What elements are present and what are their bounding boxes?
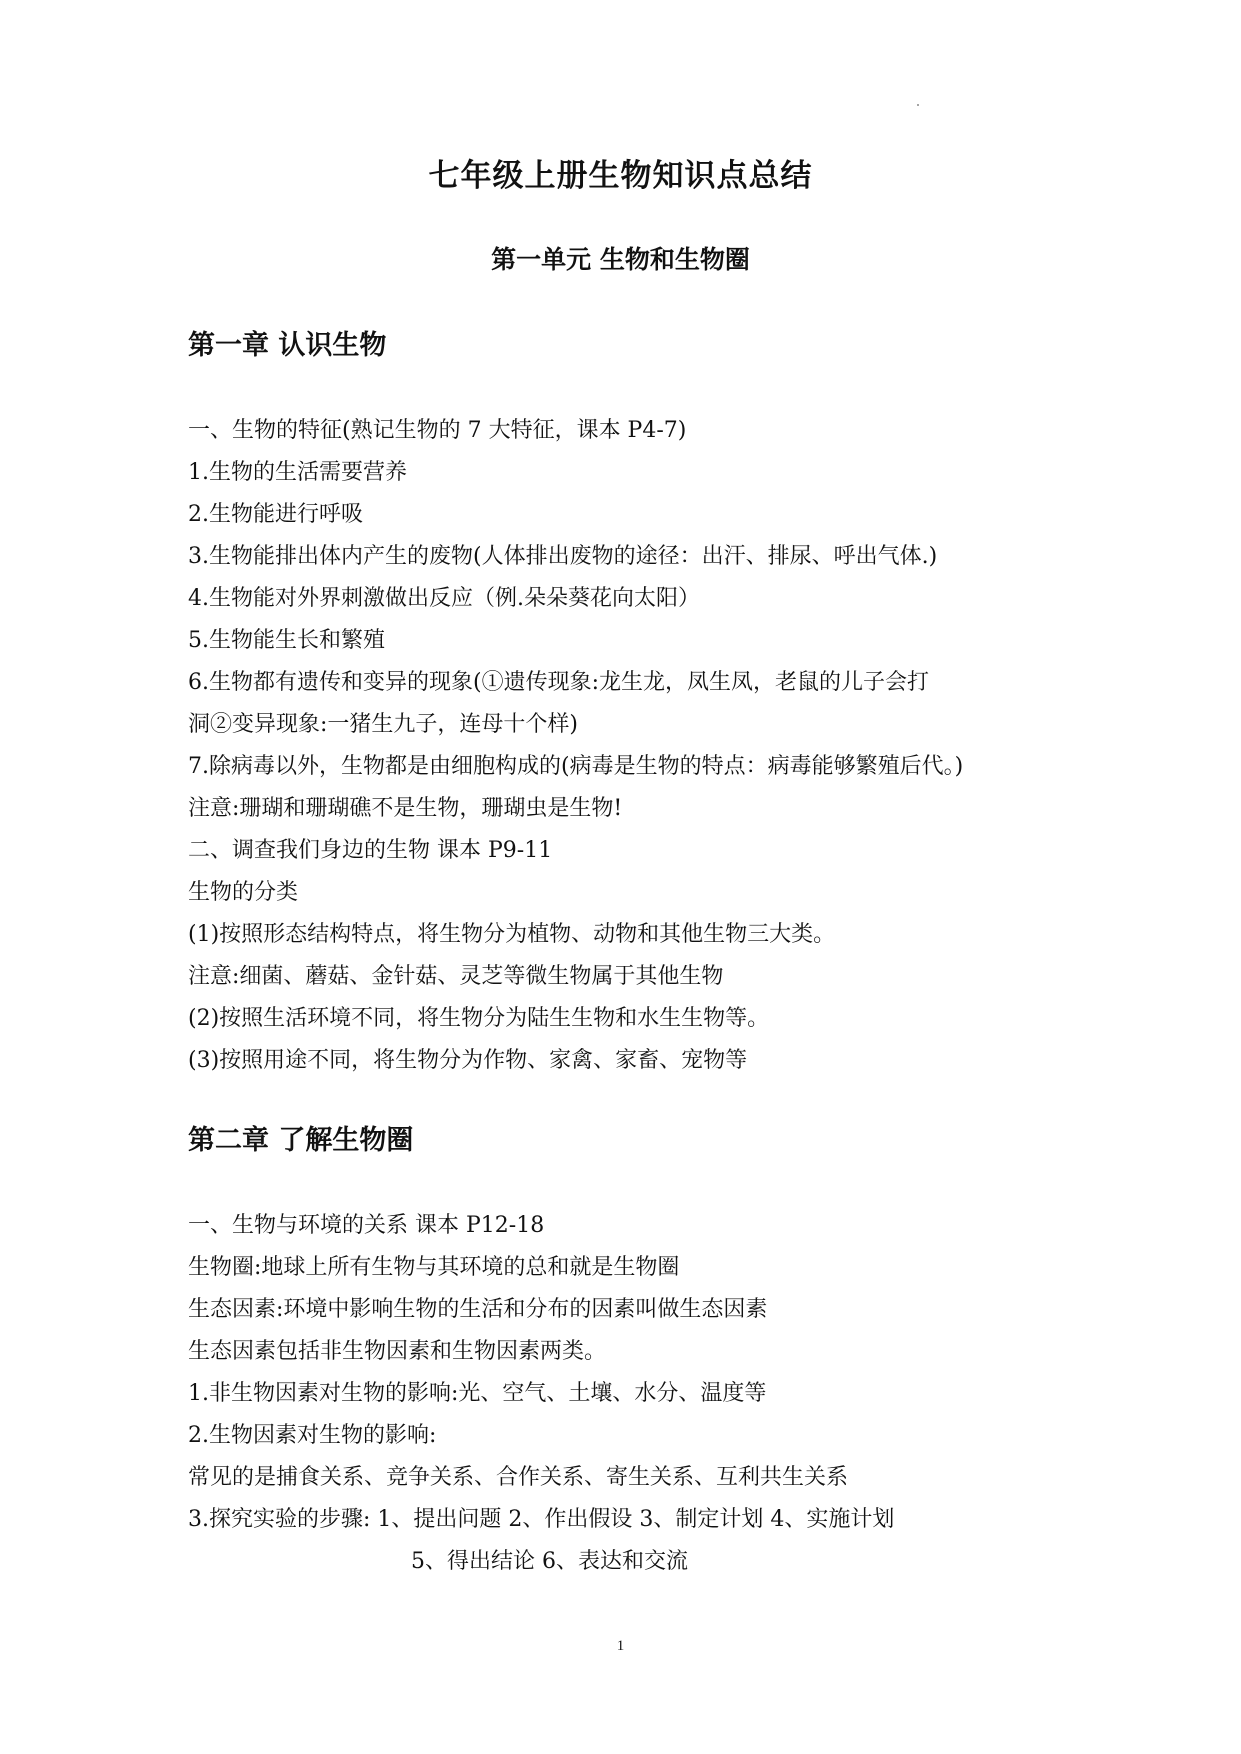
- text-line: (3)按照用途不同，将生物分为作物、家禽、家畜、宠物等: [188, 1048, 748, 1073]
- text-line: 2.生物因素对生物的影响:: [188, 1423, 437, 1448]
- text-line: 注意:珊瑚和珊瑚礁不是生物，珊瑚虫是生物!: [188, 796, 623, 821]
- text-line: 生物圈:地球上所有生物与其环境的总和就是生物圈: [188, 1255, 680, 1280]
- chapter-heading: 第二章 了解生物圈: [188, 1125, 414, 1156]
- text-line: 二、调查我们身边的生物 课本 P9-11: [188, 838, 553, 863]
- page-number: 1: [616, 1638, 625, 1654]
- text-line: 1.非生物因素对生物的影响:光、空气、土壤、水分、温度等: [188, 1381, 767, 1406]
- text-line: 一、生物与环境的关系 课本 P12-18: [188, 1213, 545, 1238]
- scan-speck: [917, 104, 919, 106]
- unit-heading: 第一单元 生物和生物圈: [491, 245, 750, 274]
- document-title: 七年级上册生物知识点总结: [428, 158, 813, 194]
- text-line: (1)按照形态结构特点，将生物分为植物、动物和其他生物三大类。: [188, 922, 836, 947]
- text-line: 2.生物能进行呼吸: [188, 502, 363, 527]
- text-line: (2)按照生活环境不同，将生物分为陆生生物和水生生物等。: [188, 1006, 770, 1031]
- chapter-heading: 第一章 认识生物: [188, 330, 387, 361]
- text-line: 生物的分类: [188, 880, 299, 905]
- text-line: 3.生物能排出体内产生的废物(人体排出废物的途径：出汗、排尿、呼出气体.): [188, 544, 938, 569]
- text-line: 洞②变异现象:一猪生九子，连母十个样): [188, 712, 578, 737]
- text-line: 5.生物能生长和繁殖: [188, 628, 385, 653]
- text-line: 1.生物的生活需要营养: [188, 460, 407, 485]
- text-line: 3.探究实验的步骤: 1、提出问题 2、作出假设 3、制定计划 4、实施计划: [188, 1507, 895, 1532]
- chapter2-content: [188, 1205, 1088, 1583]
- text-line: 生态因素包括非生物因素和生物因素两类。: [188, 1339, 607, 1364]
- text-line: 生态因素:环境中影响生物的生活和分布的因素叫做生态因素: [188, 1297, 768, 1322]
- chapter1-content: [188, 410, 1088, 1082]
- text-line-continuation: 5、得出结论 6、表达和交流: [411, 1549, 688, 1574]
- text-line: 7.除病毒以外，生物都是由细胞构成的(病毒是生物的特点：病毒能够繁殖后代。): [188, 754, 964, 779]
- text-line: 6.生物都有遗传和变异的现象(①遗传现象:龙生龙，凤生凤，老鼠的儿子会打: [188, 670, 929, 695]
- text-line: 注意:细菌、蘑菇、金针菇、灵芝等微生物属于其他生物: [188, 964, 724, 989]
- text-line: 一、生物的特征(熟记生物的 7 大特征，课本 P4-7): [188, 418, 687, 443]
- text-line: 常见的是捕食关系、竞争关系、合作关系、寄生关系、互利共生关系: [188, 1465, 849, 1490]
- text-line: 4.生物能对外界刺激做出反应（例.朵朵葵花向太阳）: [188, 586, 700, 611]
